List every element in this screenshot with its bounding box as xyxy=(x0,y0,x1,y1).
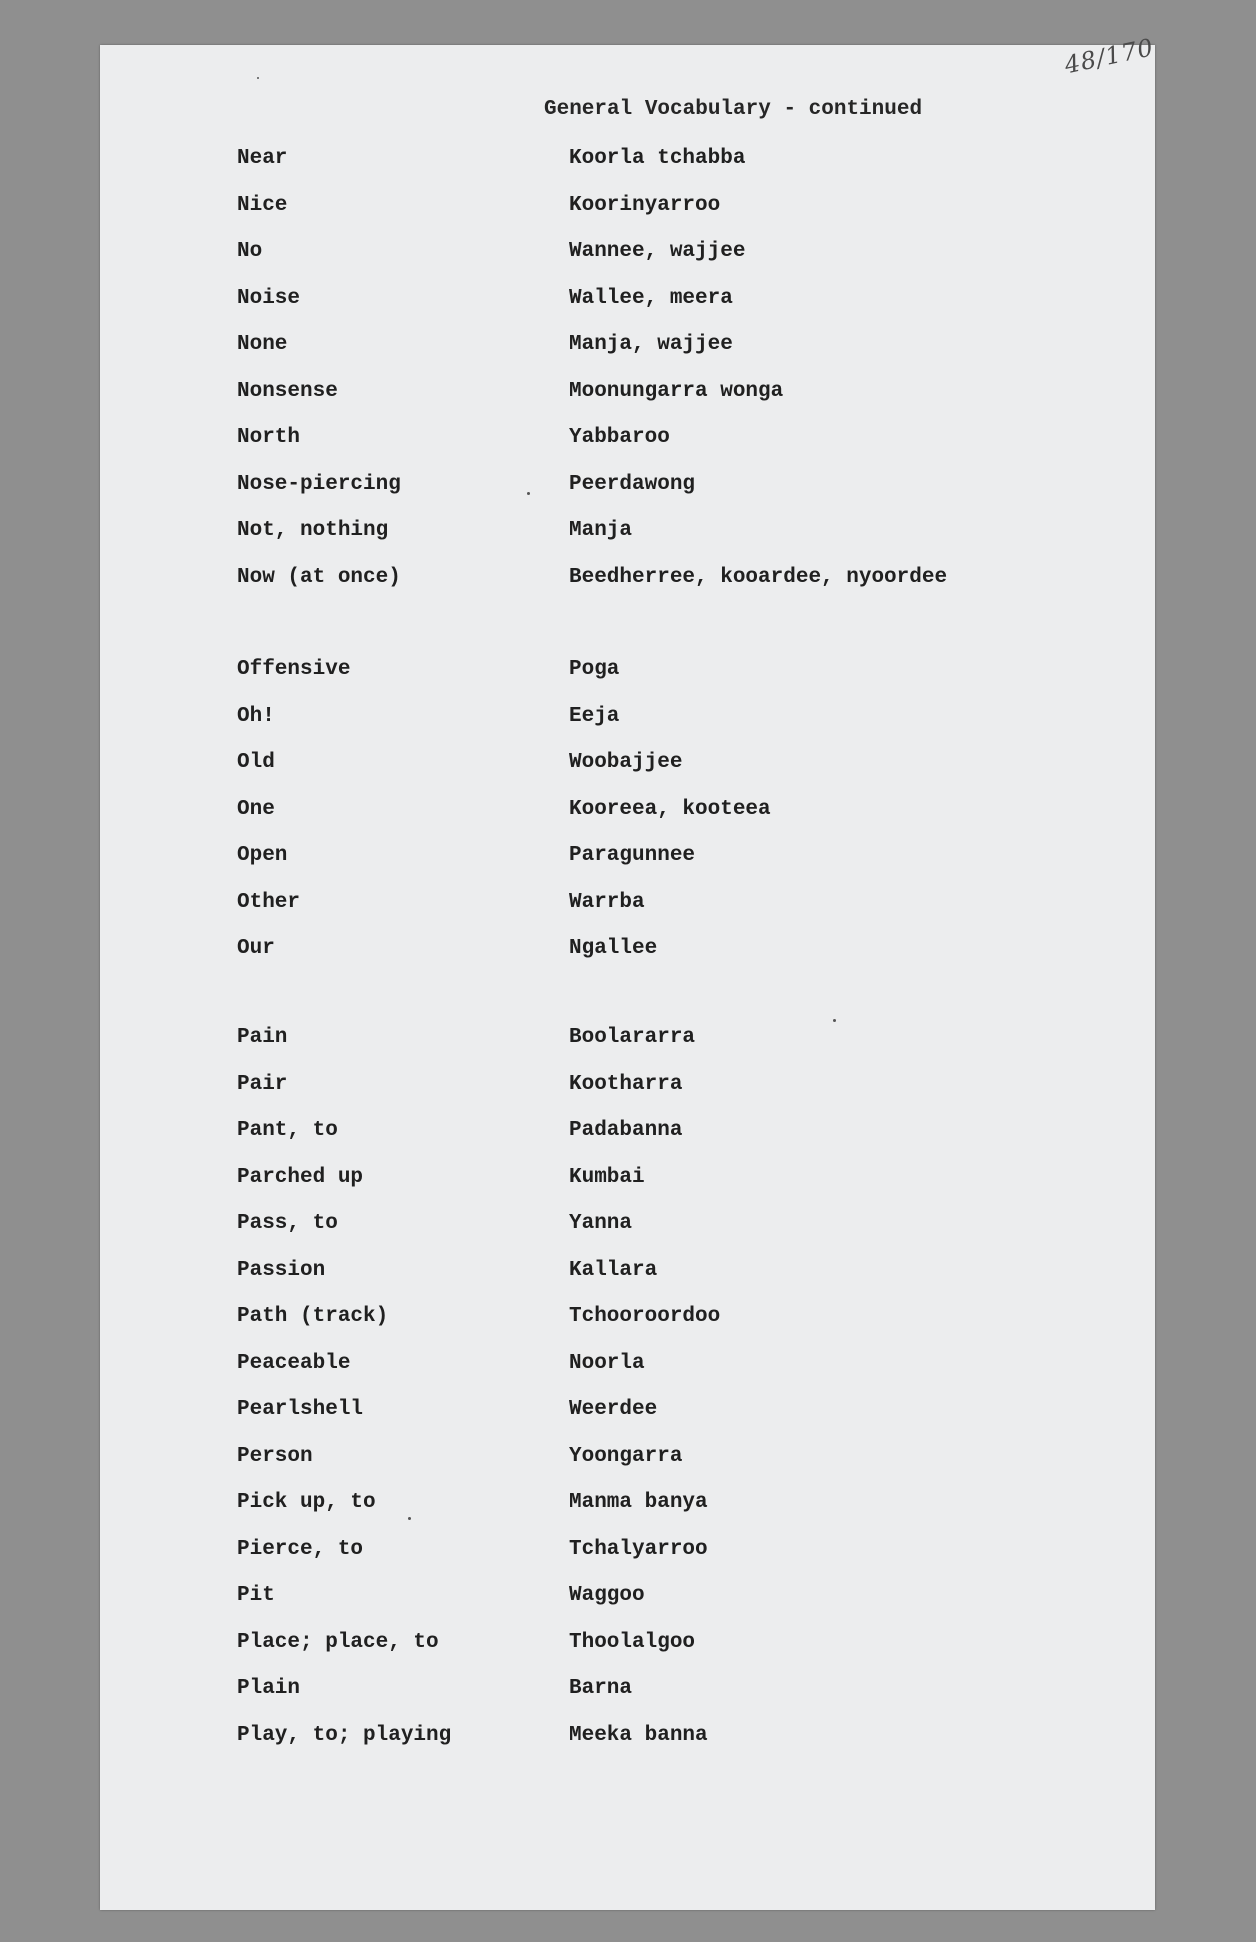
native-translation: Eeja xyxy=(569,705,620,728)
english-term: Path (track) xyxy=(237,1305,389,1328)
english-term: Parched up xyxy=(237,1166,364,1189)
ink-speck xyxy=(257,77,259,79)
native-translation: Paragunnee xyxy=(569,844,696,867)
english-term: Near xyxy=(237,147,288,170)
native-translation: Yoongarra xyxy=(569,1445,683,1468)
page-heading: General Vocabulary - continued xyxy=(544,98,923,121)
english-term: Passion xyxy=(237,1259,326,1282)
english-term: Offensive xyxy=(237,658,351,681)
vocabulary-entry xyxy=(0,426,1256,456)
vocabulary-entry xyxy=(0,1631,1256,1661)
vocabulary-entry xyxy=(0,1677,1256,1707)
vocabulary-entry xyxy=(0,1259,1256,1289)
vocabulary-entry xyxy=(0,1166,1256,1196)
vocabulary-entry xyxy=(0,1398,1256,1428)
native-translation: Noorla xyxy=(569,1352,645,1375)
ink-speck xyxy=(408,1517,411,1520)
native-translation: Peerdawong xyxy=(569,473,696,496)
vocabulary-entry xyxy=(0,1491,1256,1521)
vocabulary-entry xyxy=(0,1724,1256,1754)
native-translation: Beedherree, kooardee, nyoordee xyxy=(569,566,948,589)
native-translation: Manma banya xyxy=(569,1491,708,1514)
english-term: Pair xyxy=(237,1073,288,1096)
english-term: None xyxy=(237,333,288,356)
english-term: Now (at once) xyxy=(237,566,401,589)
native-translation: Waggoo xyxy=(569,1584,645,1607)
english-term: Other xyxy=(237,891,301,914)
english-term: Nonsense xyxy=(237,380,338,403)
native-translation: Yabbaroo xyxy=(569,426,670,449)
english-term: Not, nothing xyxy=(237,519,389,542)
vocabulary-entry xyxy=(0,1538,1256,1568)
english-term: Person xyxy=(237,1445,313,1468)
english-term: Pearlshell xyxy=(237,1398,364,1421)
english-term: Pant, to xyxy=(237,1119,338,1142)
english-term: Noise xyxy=(237,287,301,310)
native-translation: Meeka banna xyxy=(569,1724,708,1747)
native-translation: Kooreea, kooteea xyxy=(569,798,771,821)
vocabulary-entry xyxy=(0,1212,1256,1242)
vocabulary-entry xyxy=(0,147,1256,177)
native-translation: Moonungarra wonga xyxy=(569,380,784,403)
vocabulary-entry xyxy=(0,705,1256,735)
english-term: Pain xyxy=(237,1026,288,1049)
vocabulary-entry xyxy=(0,891,1256,921)
native-translation: Poga xyxy=(569,658,620,681)
vocabulary-entry xyxy=(0,658,1256,688)
english-term: Pass, to xyxy=(237,1212,338,1235)
native-translation: Ngallee xyxy=(569,937,658,960)
english-term: Nice xyxy=(237,194,288,217)
vocabulary-entry xyxy=(0,1073,1256,1103)
native-translation: Kootharra xyxy=(569,1073,683,1096)
native-translation: Koorinyarroo xyxy=(569,194,721,217)
vocabulary-entry xyxy=(0,937,1256,967)
english-term: Play, to; playing xyxy=(237,1724,452,1747)
english-term: Pierce, to xyxy=(237,1538,364,1561)
native-translation: Tchalyarroo xyxy=(569,1538,708,1561)
native-translation: Kumbai xyxy=(569,1166,645,1189)
english-term: Our xyxy=(237,937,275,960)
vocabulary-entry xyxy=(0,519,1256,549)
native-translation: Barna xyxy=(569,1677,633,1700)
vocabulary-entry xyxy=(0,751,1256,781)
native-translation: Tchooroordoo xyxy=(569,1305,721,1328)
english-term: Old xyxy=(237,751,275,774)
vocabulary-entry xyxy=(0,1445,1256,1475)
english-term: North xyxy=(237,426,301,449)
native-translation: Koorla tchabba xyxy=(569,147,746,170)
vocabulary-entry xyxy=(0,380,1256,410)
english-term: Open xyxy=(237,844,288,867)
native-translation: Yanna xyxy=(569,1212,633,1235)
english-term: One xyxy=(237,798,275,821)
vocabulary-entry xyxy=(0,240,1256,270)
native-translation: Weerdee xyxy=(569,1398,658,1421)
ink-speck xyxy=(833,1019,836,1022)
folio-number: 48/170 xyxy=(1062,33,1157,80)
english-term: Nose-piercing xyxy=(237,473,401,496)
english-term: Peaceable xyxy=(237,1352,351,1375)
vocabulary-entry xyxy=(0,566,1256,596)
native-translation: Warrba xyxy=(569,891,645,914)
vocabulary-entry xyxy=(0,798,1256,828)
native-translation: Kallara xyxy=(569,1259,658,1282)
vocabulary-entry xyxy=(0,473,1256,503)
native-translation: Boolararra xyxy=(569,1026,696,1049)
english-term: Oh! xyxy=(237,705,275,728)
vocabulary-entry xyxy=(0,844,1256,874)
ink-speck xyxy=(527,492,530,495)
native-translation: Wannee, wajjee xyxy=(569,240,746,263)
vocabulary-entry xyxy=(0,1305,1256,1335)
english-term: No xyxy=(237,240,263,263)
vocabulary-entry xyxy=(0,1352,1256,1382)
native-translation: Thoolalgoo xyxy=(569,1631,696,1654)
native-translation: Manja xyxy=(569,519,633,542)
vocabulary-entry xyxy=(0,1119,1256,1149)
english-term: Pit xyxy=(237,1584,275,1607)
native-translation: Woobajjee xyxy=(569,751,683,774)
native-translation: Wallee, meera xyxy=(569,287,733,310)
vocabulary-entry xyxy=(0,287,1256,317)
english-term: Plain xyxy=(237,1677,301,1700)
english-term: Pick up, to xyxy=(237,1491,376,1514)
vocabulary-entry xyxy=(0,1584,1256,1614)
english-term: Place; place, to xyxy=(237,1631,439,1654)
vocabulary-entry xyxy=(0,194,1256,224)
native-translation: Padabanna xyxy=(569,1119,683,1142)
vocabulary-entry xyxy=(0,333,1256,363)
native-translation: Manja, wajjee xyxy=(569,333,733,356)
vocabulary-entry xyxy=(0,1026,1256,1056)
